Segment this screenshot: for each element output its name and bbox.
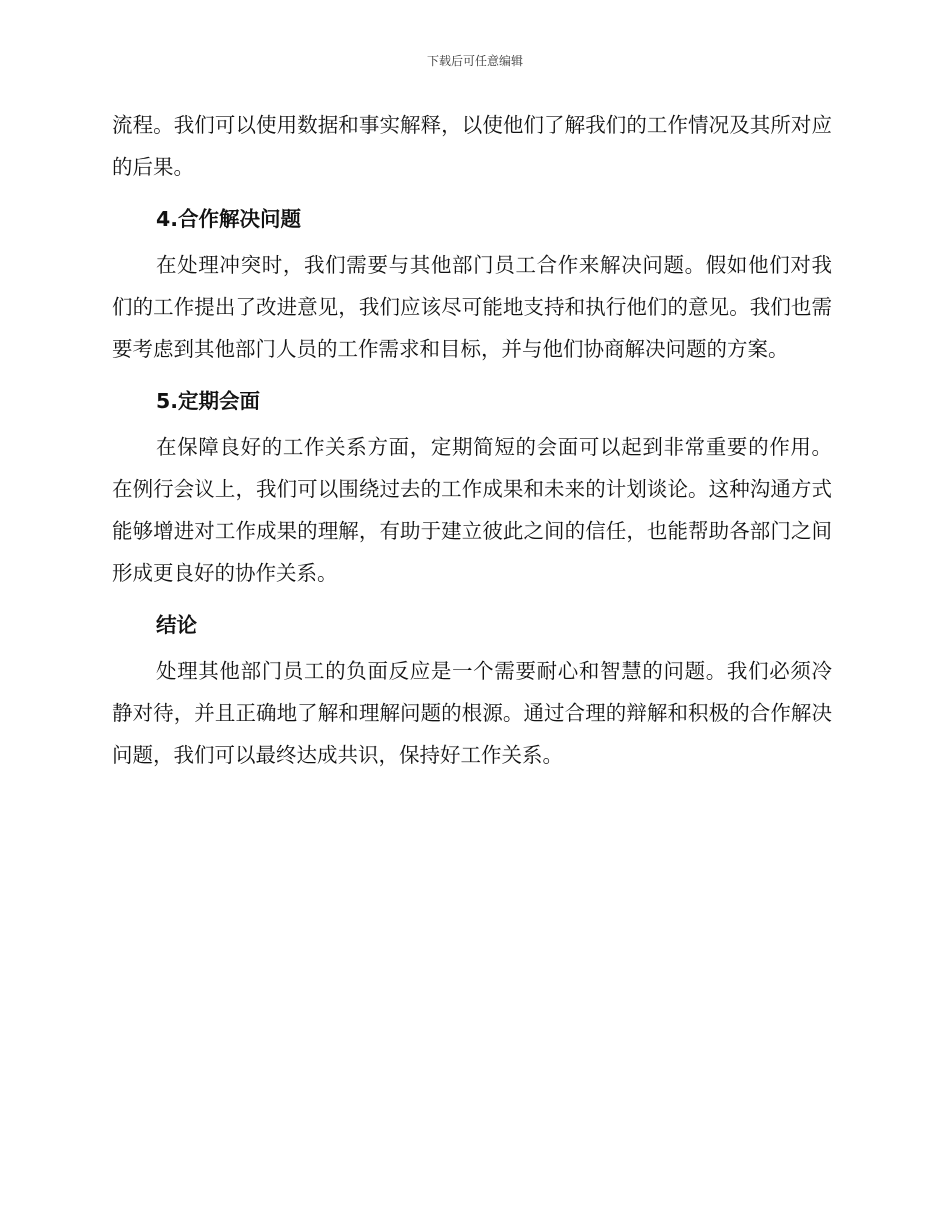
intro-continued-paragraph: 流程。我们可以使用数据和事实解释，以使他们了解我们的工作情况及其所对应的后果。 [112, 113, 832, 179]
conclusion-paragraph: 处理其他部门员工的负面反应是一个需要耐心和智慧的问题。我们必须冷静对待，并且正确地了解和理解问题的根源。通过合理的辩解和积极的合作解决问题，我们可以最终达成共识，保持好工作关系。 [112, 659, 832, 767]
section-5-heading: 5.定期会面 [156, 389, 261, 413]
section-4-heading: 4.合作解决问题 [156, 207, 302, 231]
conclusion-heading: 结论 [156, 613, 197, 637]
section-5-paragraph: 在保障良好的工作关系方面，定期简短的会面可以起到非常重要的作用。在例行会议上，我们可以围绕过去的工作成果和未来的计划谈论。这种沟通方式能够增进对工作成果的理解，有助于建立彼此之间的信任，也能帮助各部门之间形成更良好的协作关系。 [112, 435, 832, 585]
document-body [112, 104, 832, 776]
section-4-paragraph: 在处理冲突时，我们需要与其他部门员工合作来解决问题。假如他们对我们的工作提出了改进意见，我们应该尽可能地支持和执行他们的意见。我们也需要考虑到其他部门人员的工作需求和目标，并与他们协商解决问题的方案。 [112, 253, 832, 361]
page-header: 下载后可任意编辑 [426, 54, 523, 68]
